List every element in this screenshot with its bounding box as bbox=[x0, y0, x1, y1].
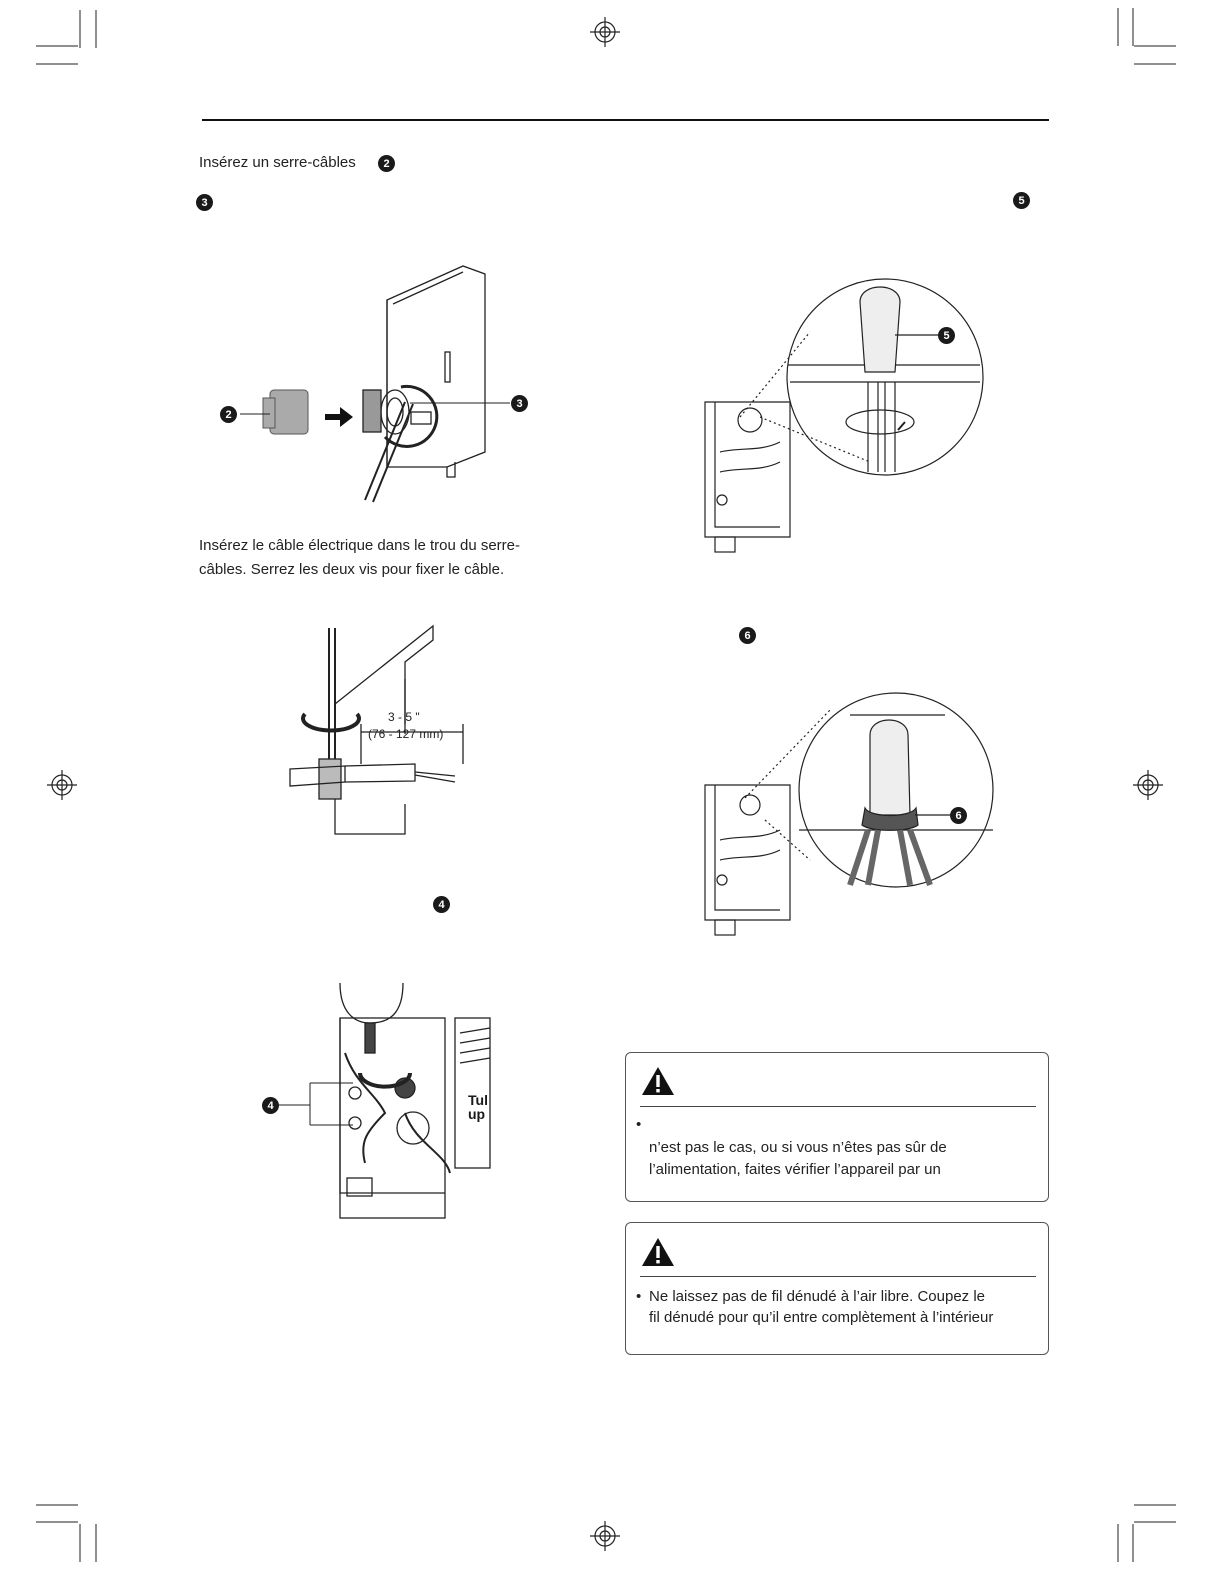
warning-icon bbox=[641, 1237, 675, 1267]
step-badge-4: 4 bbox=[433, 896, 450, 913]
warning-2-line1: Ne laissez pas de fil dénudé à l’air libre. Coupez le bbox=[649, 1288, 986, 1305]
warning-1-divider bbox=[640, 1106, 1036, 1107]
step-insert-cable-text bbox=[199, 534, 579, 582]
step-insert-cable-line1: Insérez le câble électrique dans le trou du serre- bbox=[199, 537, 521, 554]
step-badge-3: 3 bbox=[196, 194, 213, 211]
fig1-callout-2: 2 bbox=[220, 406, 237, 423]
fig3-brand-text bbox=[468, 1093, 488, 1121]
warning-box-1 bbox=[625, 1052, 1049, 1202]
figure-ground-screw bbox=[245, 983, 505, 1213]
step-badge-2: 2 bbox=[378, 155, 395, 172]
fig5-callout-6: 6 bbox=[950, 807, 967, 824]
figure-wire-nut-twist bbox=[700, 272, 1010, 552]
fig2-dimension-inches: 3 - 5 " bbox=[388, 710, 420, 724]
step-badge-6: 6 bbox=[739, 627, 756, 644]
warning-2-line2: fil dénudé pour qu’il entre complètement à l’intérieur bbox=[649, 1309, 994, 1326]
warning-1-line2: n’est pas le cas, ou si vous n’êtes pas sûr de bbox=[649, 1139, 947, 1156]
fig1-callout-3: 3 bbox=[511, 395, 528, 412]
fig3-brand-text-2: up bbox=[468, 1106, 486, 1122]
figure-cable-clamp-insertion bbox=[215, 262, 535, 512]
step-insert-clamp-text: Insérez un serre-câbles bbox=[199, 154, 356, 171]
fig3-callout-4: 4 bbox=[262, 1097, 279, 1114]
warning-box-2 bbox=[625, 1222, 1049, 1355]
fig3-brand-text-1: Tul bbox=[468, 1092, 488, 1108]
fig2-dimension-mm: (76 - 127 mm) bbox=[368, 727, 444, 741]
step-badge-5: 5 bbox=[1013, 192, 1030, 209]
step-insert-cable-line2: câbles. Serrez les deux vis pour fixer le câble. bbox=[199, 561, 505, 578]
header-rule bbox=[202, 119, 1049, 121]
warning-1-line3: l’alimentation, faites vérifier l’appareil par un bbox=[649, 1161, 941, 1178]
warning-2-bullet: • bbox=[636, 1288, 642, 1305]
warning-1-bullet: • bbox=[636, 1116, 642, 1133]
fig4-callout-5: 5 bbox=[938, 327, 955, 344]
warning-icon bbox=[641, 1066, 675, 1096]
warning-2-divider bbox=[640, 1276, 1036, 1277]
